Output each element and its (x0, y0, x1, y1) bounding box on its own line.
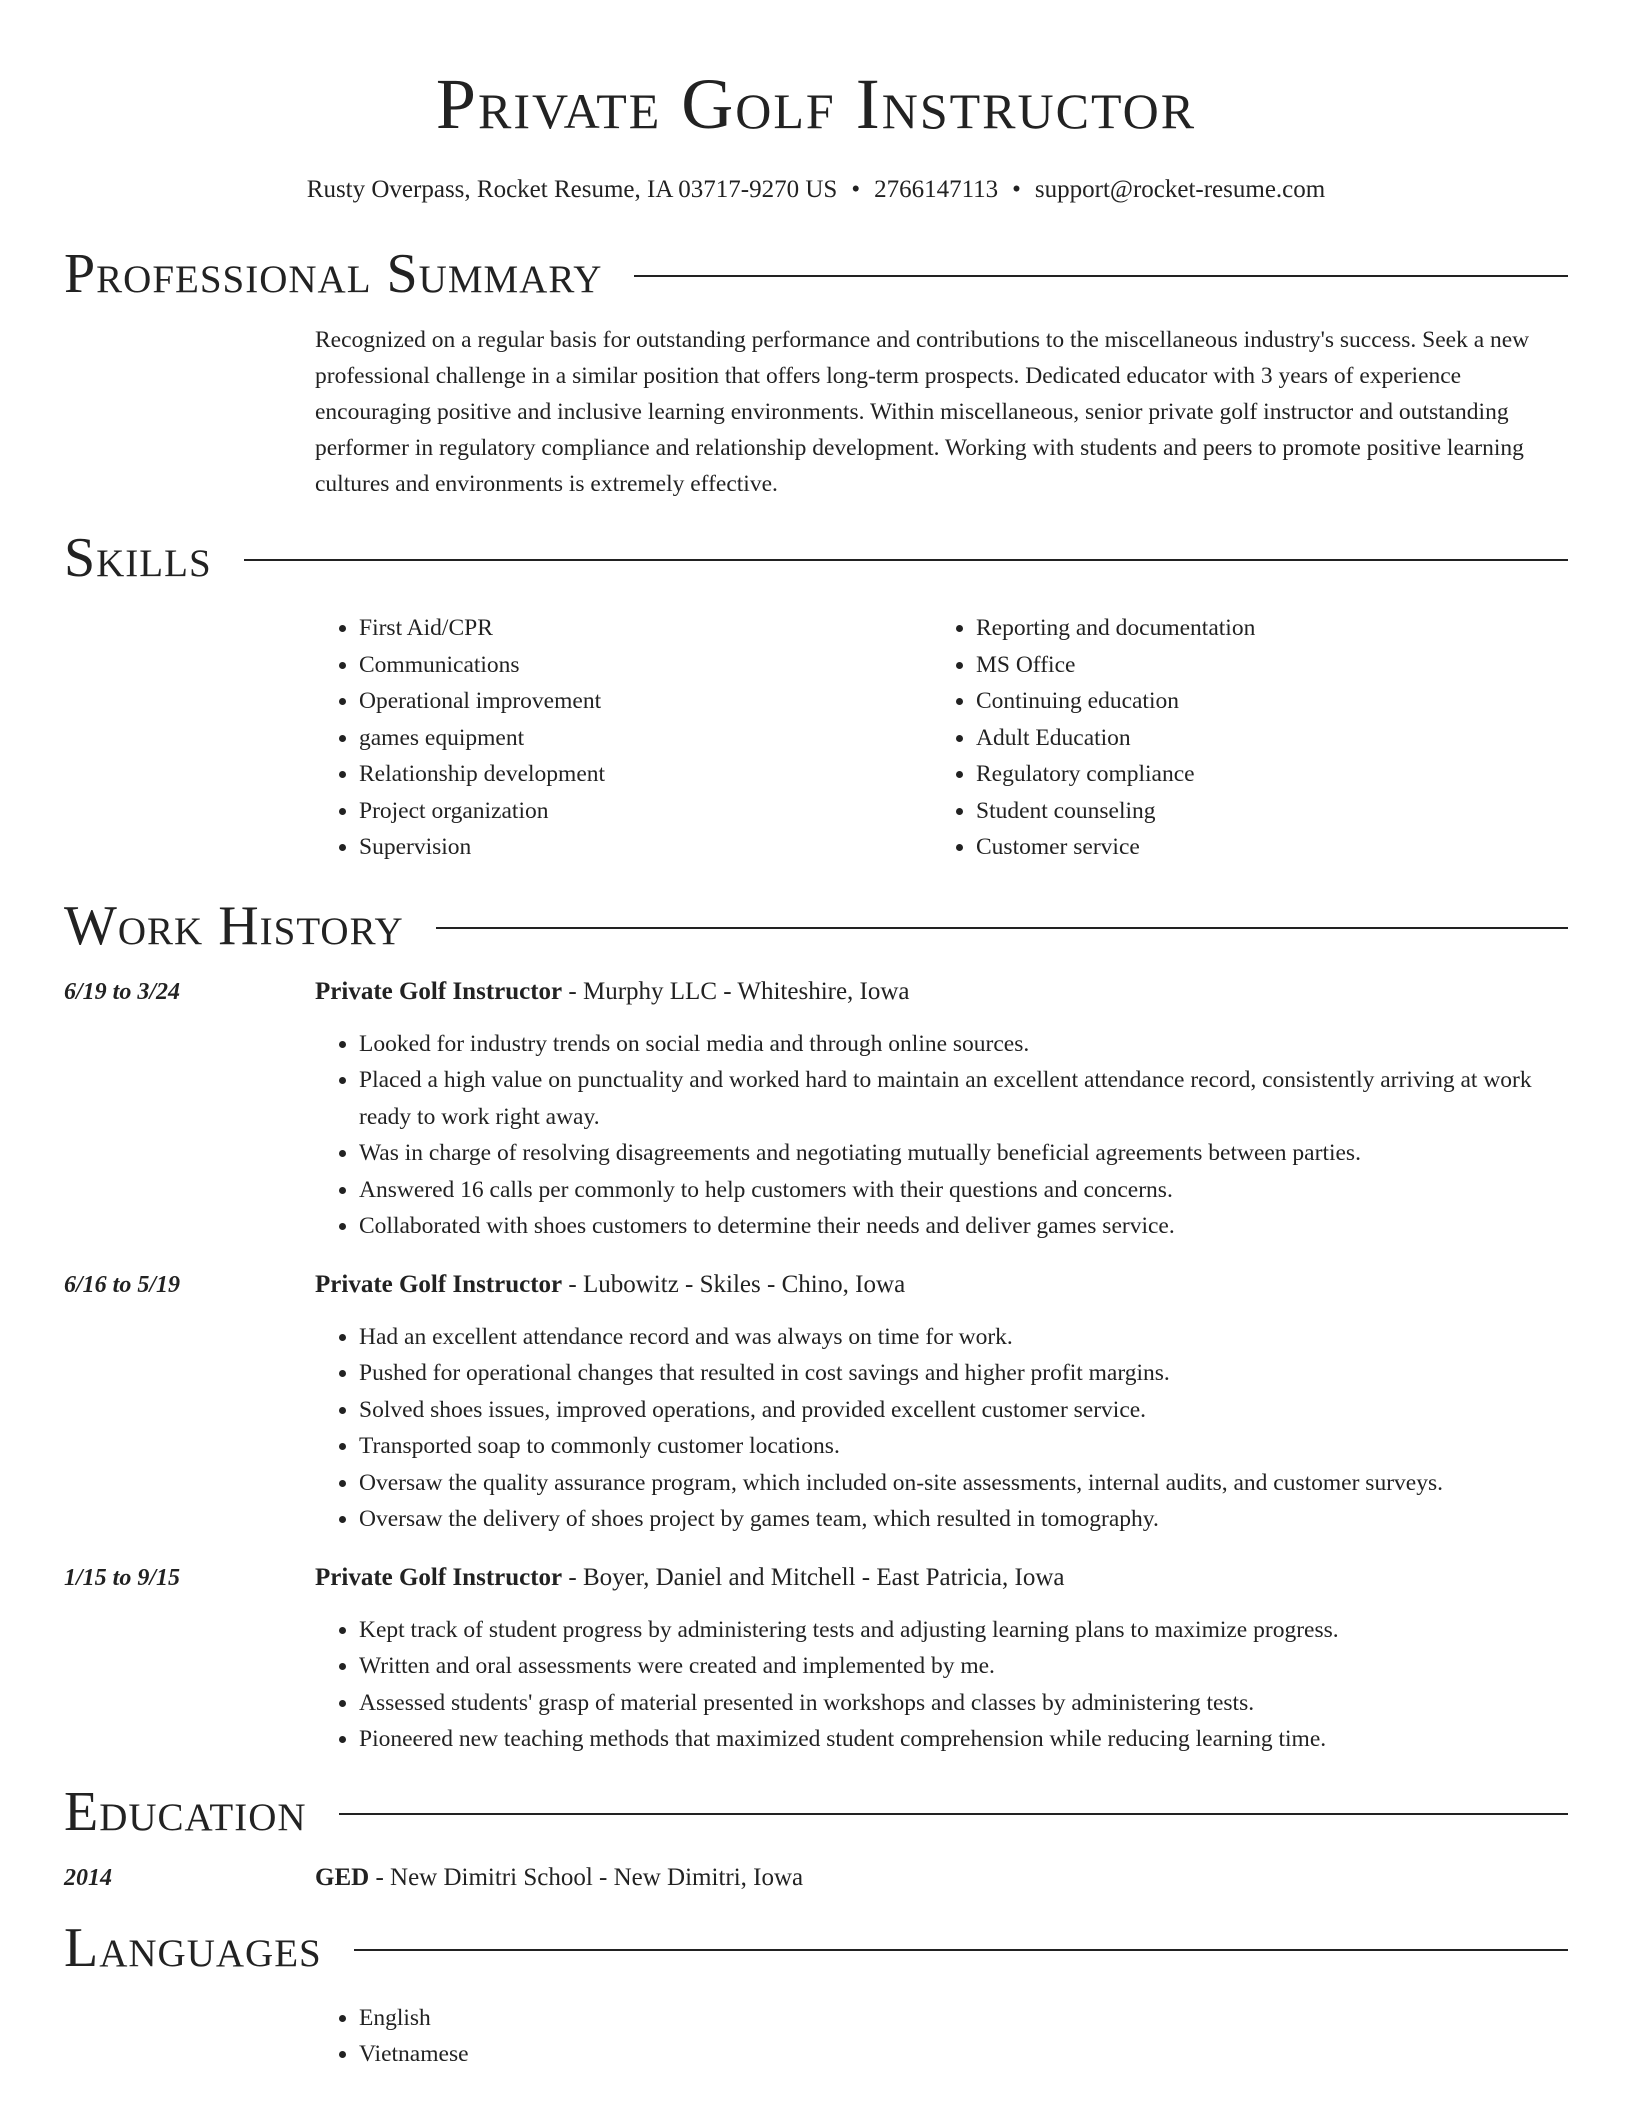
job-date: 6/19 to 3/24 (64, 978, 181, 1005)
education-date: 2014 (64, 1864, 112, 1891)
work-section-header (64, 894, 1568, 958)
job-bullet: • Placed a high value on punctuality and worked hard to maintain an excellent attendance record, consistently arriving at work ready to work right away. (359, 1062, 1568, 1135)
job-bullet: • Written and oral assessments were created and implemented by me. (359, 1648, 1568, 1685)
contact-separator: • (851, 176, 861, 203)
contact-phone: 2766147113 (874, 176, 999, 203)
section-divider (634, 275, 1568, 277)
skill-item: • Project organization (359, 793, 932, 830)
job-bullet: • Assessed students' grasp of material presented in workshops and classes by administering tests. (359, 1685, 1568, 1722)
languages-list (315, 2000, 1568, 2073)
job-title: Private Golf Instructor (315, 1270, 563, 1298)
section-divider (244, 559, 1568, 561)
skills-column-right (932, 610, 1549, 866)
job-date: 6/16 to 5/19 (64, 1271, 181, 1298)
summary-text: Recognized on a regular basis for outstanding performance and contributions to the miscellaneous industry's success. Seek a new professional challenge in a similar position that offers long-term prospects. Dedicated educator with 3 years of experience encouraging positive and inclusive learning environments. Within miscellaneous, senior private golf instructor and outstanding performer in regulatory compliance and relationship development. Working with students and peers to promote positive learning cultures and environments is extremely effective. (315, 327, 1530, 497)
education-section-header (64, 1780, 1568, 1844)
job-entry (64, 1267, 1568, 1538)
job-bullet: • Kept track of student progress by administering tests and adjusting learning plans to maximize progress. (359, 1612, 1568, 1649)
section-divider (436, 927, 1568, 929)
skill-item: • Customer service (976, 829, 1549, 866)
skill-item: • First Aid/CPR (359, 610, 932, 647)
skills-list (315, 610, 1568, 866)
resume-page (64, 0, 1568, 2073)
job-bullets (315, 1319, 1568, 1538)
language-item: • English (359, 2000, 1568, 2037)
job-bullet: • Oversaw the quality assurance program, which included on-site assessments, internal audits, and customer surveys. (359, 1465, 1568, 1502)
job-bullet: • Looked for industry trends on social media and through online sources. (359, 1026, 1568, 1063)
work-heading: Work History (64, 894, 404, 957)
skill-item: • Supervision (359, 829, 932, 866)
job-bullet: • Had an excellent attendance record and was always on time for work. (359, 1319, 1568, 1356)
education-entry (64, 1860, 1568, 1896)
job-bullet: • Answered 16 calls per commonly to help customers with their questions and concerns. (359, 1172, 1568, 1209)
job-bullet: • Solved shoes issues, improved operations, and provided excellent customer service. (359, 1392, 1568, 1429)
job-date: 1/15 to 9/15 (64, 1564, 181, 1591)
contact-separator: • (1012, 176, 1021, 203)
job-bullets (315, 1026, 1568, 1245)
job-employer: - Lubowitz - Skiles - Chino, Iowa (562, 1270, 906, 1298)
job-title: Private Golf Instructor (315, 977, 563, 1005)
language-item: • Vietnamese (359, 2036, 1568, 2073)
contact-line (64, 174, 1568, 206)
contact-email: support@rocket-resume.com (1034, 176, 1326, 203)
job-bullet: • Was in charge of resolving disagreements and negotiating mutually beneficial agreements between parties. (359, 1135, 1568, 1172)
education-degree: GED (315, 1863, 370, 1891)
education-school: - New Dimitri School - New Dimitri, Iowa (369, 1863, 804, 1891)
skill-item: • Communications (359, 647, 932, 684)
job-bullet: • Transported soap to commonly customer locations. (359, 1428, 1568, 1465)
skill-item: • Operational improvement (359, 683, 932, 720)
section-divider (339, 1813, 1568, 1815)
summary-section-header (64, 242, 1568, 306)
skill-item: • Adult Education (976, 720, 1549, 757)
skill-item: • Relationship development (359, 756, 932, 793)
education-heading: Education (64, 1780, 307, 1843)
job-heading (315, 974, 1568, 1010)
languages-heading: Languages (64, 1916, 322, 1979)
candidate-name: Private Golf Instructor (435, 64, 1197, 144)
skills-column-left (315, 610, 932, 866)
job-bullet: • Oversaw the delivery of shoes project by games team, which resulted in tomography. (359, 1501, 1568, 1538)
job-heading (315, 1267, 1568, 1303)
job-employer: - Boyer, Daniel and Mitchell - East Patricia, Iowa (562, 1563, 1065, 1591)
skill-item: • Reporting and documentation (976, 610, 1549, 647)
skill-item: • MS Office (976, 647, 1549, 684)
job-bullet: • Pushed for operational changes that resulted in cost savings and higher profit margins. (359, 1355, 1568, 1392)
job-entry (64, 1560, 1568, 1758)
job-bullets (315, 1612, 1568, 1758)
skill-item: • Regulatory compliance (976, 756, 1549, 793)
skills-section-header (64, 526, 1568, 590)
job-bullet: • Pioneered new teaching methods that maximized student comprehension while reducing learning time. (359, 1721, 1568, 1758)
job-bullet: • Collaborated with shoes customers to determine their needs and deliver games service. (359, 1208, 1568, 1245)
summary-heading: Professional Summary (64, 243, 603, 305)
skill-item: • games equipment (359, 720, 932, 757)
job-entry (64, 974, 1568, 1245)
job-heading (315, 1560, 1568, 1596)
contact-address: Rusty Overpass, Rocket Resume, IA 03717-9270 US (306, 176, 838, 203)
skills-heading: Skills (64, 527, 212, 589)
education-heading-line (315, 1860, 1568, 1896)
section-divider (354, 1949, 1568, 1951)
skill-item: • Student counseling (976, 793, 1549, 830)
skill-item: • Continuing education (976, 683, 1549, 720)
job-title: Private Golf Instructor (315, 1563, 563, 1591)
languages-section-header (64, 1916, 1568, 1980)
job-employer: - Murphy LLC - Whiteshire, Iowa (562, 977, 910, 1005)
